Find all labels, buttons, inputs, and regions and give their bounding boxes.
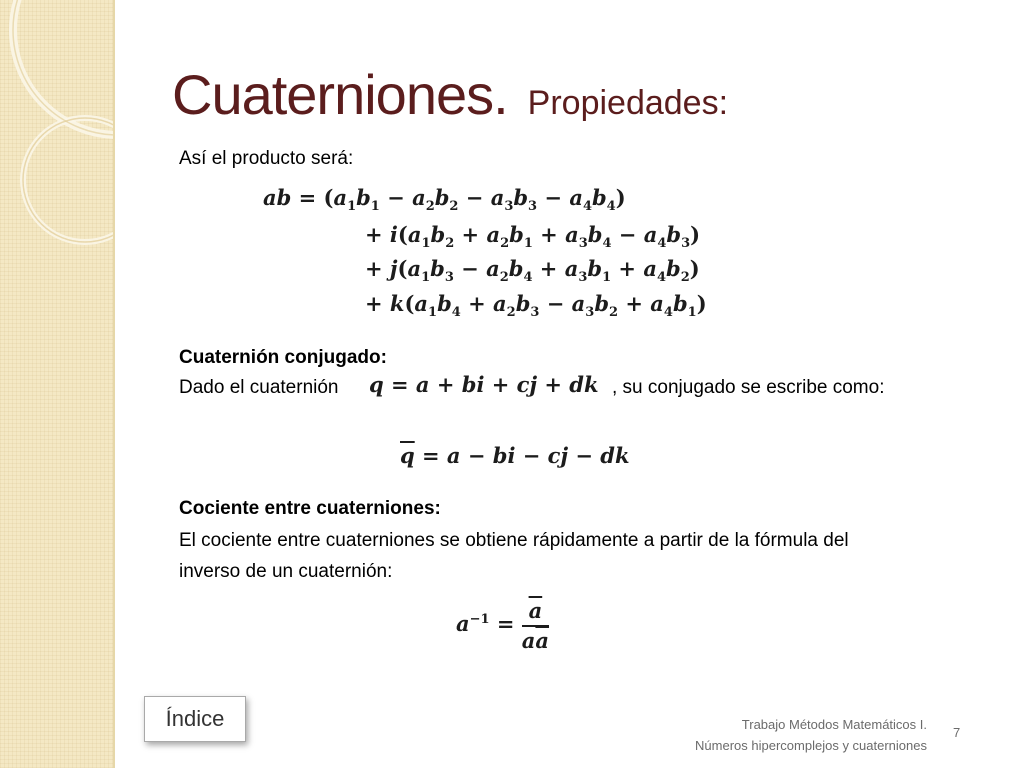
title-sub: Propiedades: xyxy=(527,84,729,122)
quotient-text-line-2: inverso de un cuaternión: xyxy=(179,561,393,582)
inverse-formula: $a^{-1}$ = $\frac{\overline{a}}{a\overline{a}}$ xyxy=(456,598,550,653)
quaternion-formula: q = a + bi + cj + dk xyxy=(369,372,599,397)
quotient-heading: Cociente entre cuaterniones: xyxy=(179,498,441,519)
indice-button[interactable]: Índice xyxy=(144,696,246,742)
conjugate-text-before: Dado el cuaternión xyxy=(179,377,339,398)
footer xyxy=(695,714,927,756)
formula-line-1: ab = $(a_1b_1 - a_2b_2 - a_3b_3 - a_4b_4)$ xyxy=(263,185,626,215)
formula-line-3: + $j(a_1b_3 - a_2b_4 + a_3b_1 + a_4b_2)$ xyxy=(365,256,700,286)
conjugate-heading: Cuaternión conjugado: xyxy=(179,347,387,368)
slide-title xyxy=(172,62,728,127)
title-main: Cuaterniones. xyxy=(172,63,508,126)
decorative-sidebar xyxy=(0,0,115,768)
footer-line-2: Números hipercomplejos y cuaterniones xyxy=(695,738,927,753)
formula-line-2: + $i(a_1b_2 + a_2b_1 + a_3b_4 - a_4b_3)$ xyxy=(365,222,701,252)
conjugate-formula: $\overline{q} = a$ − bi − cj − dk xyxy=(400,443,630,468)
formula-line-4: + $k(a_1b_4 + a_2b_3 - a_3b_2 + a_4b_1)$ xyxy=(365,291,707,321)
intro-text: Así el producto será: xyxy=(179,148,354,169)
page-number: 7 xyxy=(953,725,961,740)
circle-ornament-icon xyxy=(0,0,113,768)
footer-line-1: Trabajo Métodos Matemáticos I. xyxy=(741,717,927,732)
quotient-text-line-1: El cociente entre cuaterniones se obtiene rápidamente a partir de la fórmula del xyxy=(179,530,849,551)
conjugate-text-after: , su conjugado se escribe como: xyxy=(612,377,885,398)
